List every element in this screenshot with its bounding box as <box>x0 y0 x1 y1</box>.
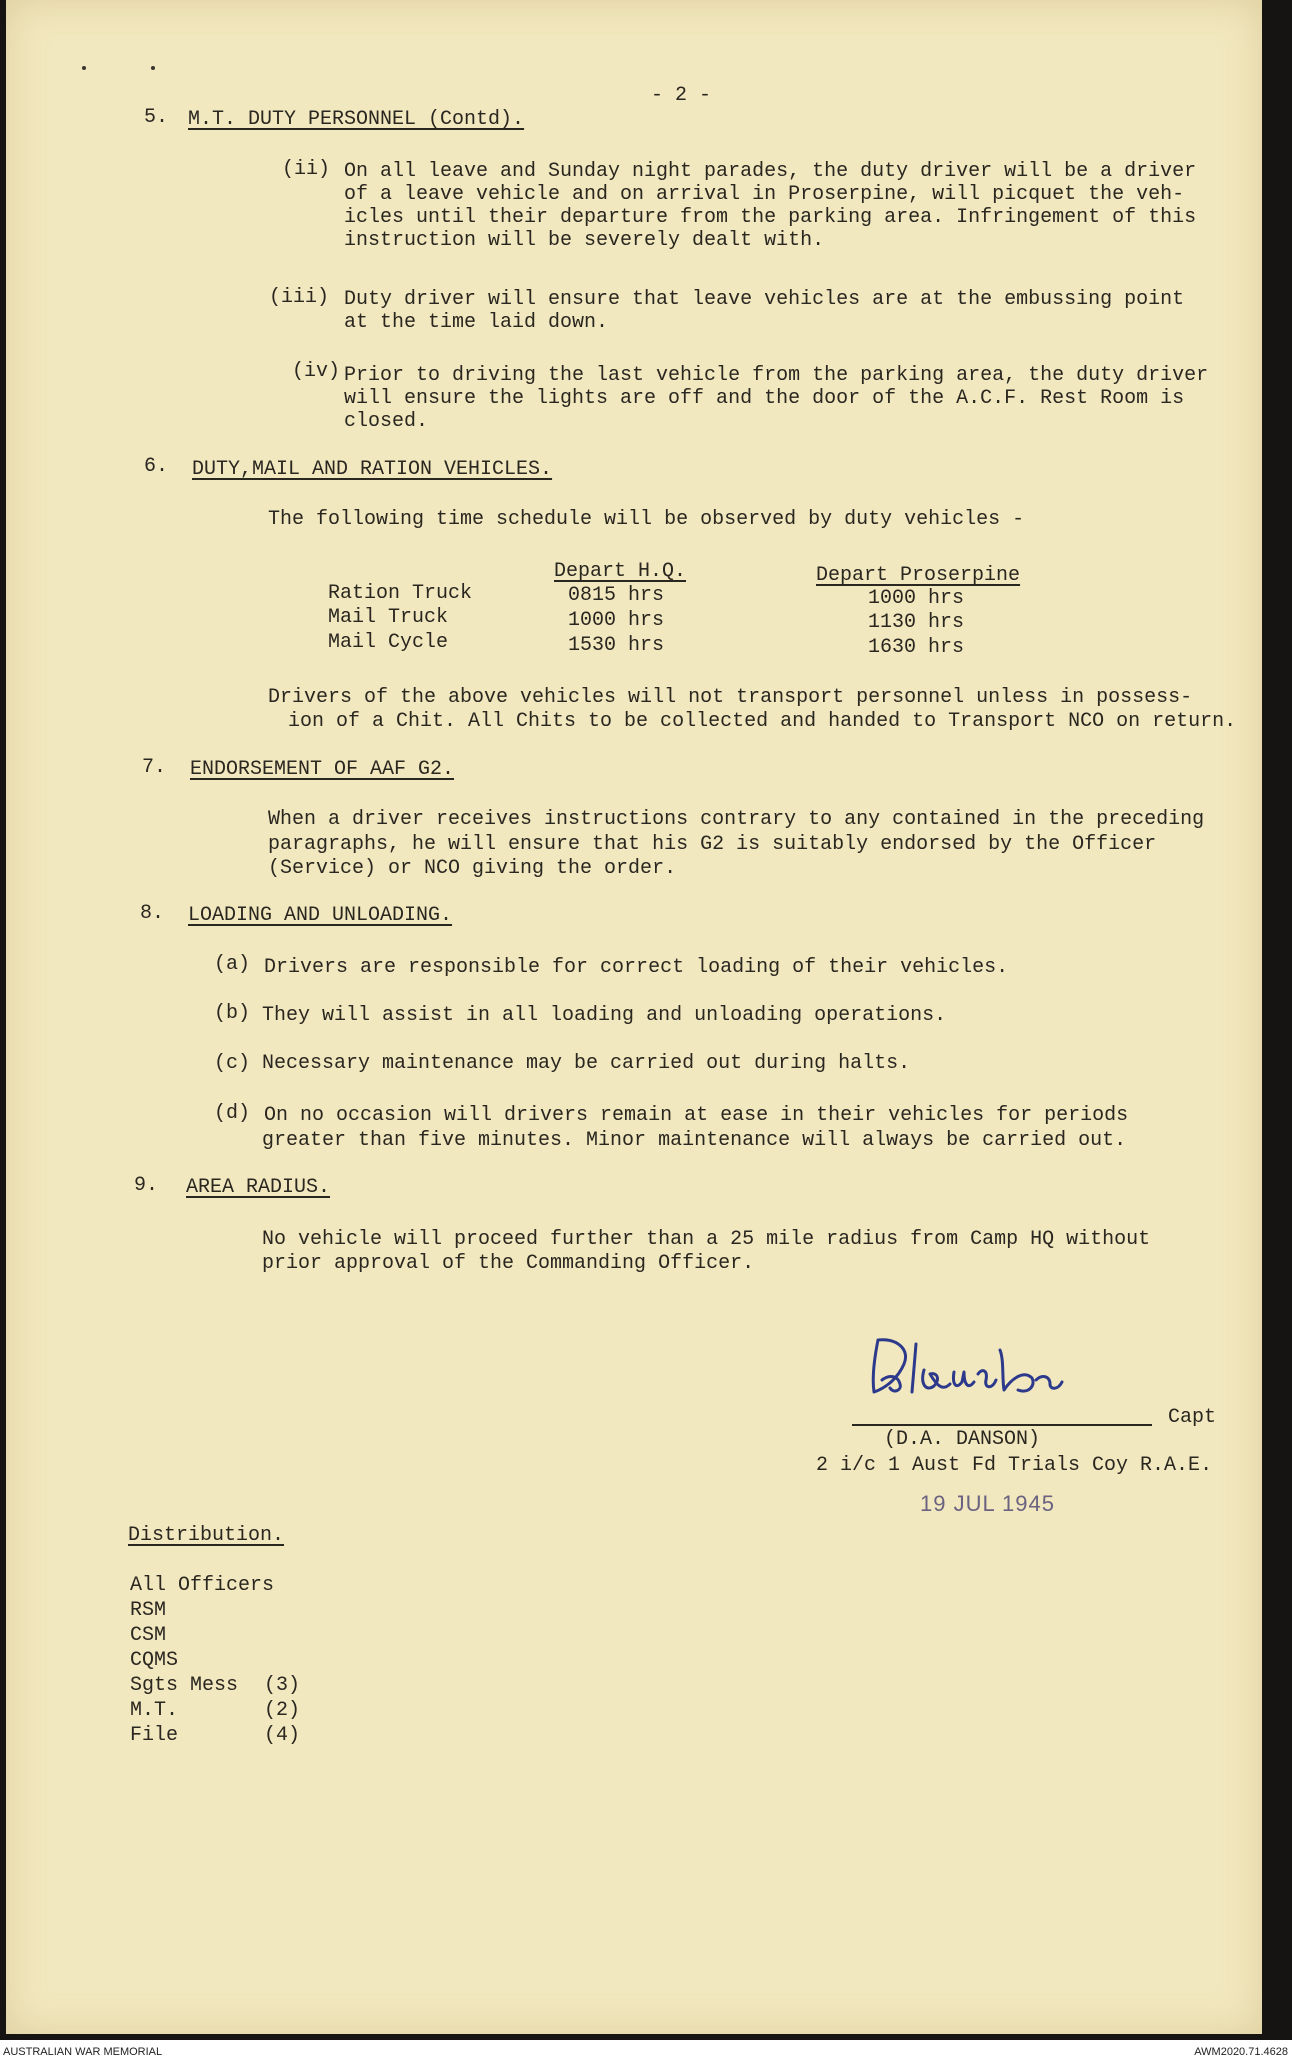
table-cell-depart-hq: 1000 hrs <box>568 609 665 632</box>
date-stamp: 19 JUL 1945 <box>920 1491 1055 1516</box>
section-5-item-line: On all leave and Sunday night parades, the duty driver will be a driver <box>344 160 1197 183</box>
signature-rank: Capt <box>1168 1406 1217 1429</box>
signature-appointment: 2 i/c 1 Aust Fd Trials Coy R.A.E. <box>816 1454 1213 1477</box>
section-7-line: paragraphs, he will ensure that his G2 is suitably endorsed by the Officer <box>268 833 1157 856</box>
section-5-item-line: closed. <box>344 410 429 433</box>
section-8-number: 8. <box>140 902 165 925</box>
section-8-item-label: (c) <box>214 1052 251 1075</box>
distribution-entry: CQMS <box>130 1649 179 1672</box>
footer-accession-number: AWM2020.71.4628 <box>1194 2046 1288 2058</box>
section-9-line: prior approval of the Commanding Officer. <box>262 1252 755 1275</box>
table-cell-vehicle: Mail Truck <box>328 606 449 629</box>
table-cell-depart-hq: 0815 hrs <box>568 584 665 607</box>
section-7-line: When a driver receives instructions contrary to any contained in the preceding <box>268 808 1205 831</box>
section-8-item-label: (d) <box>214 1102 251 1125</box>
distribution-entry: File <box>130 1724 179 1747</box>
section-8-item-line: Necessary maintenance may be carried out during halts. <box>262 1052 911 1075</box>
section-8-item-line: Drivers are responsible for correct loading of their vehicles. <box>264 956 1009 979</box>
distribution-entry: M.T. <box>130 1699 179 1722</box>
table-header-depart-hq: Depart H.Q. <box>554 560 687 583</box>
section-8-item-line: On no occasion will drivers remain at ease in their vehicles for periods <box>264 1104 1129 1127</box>
table-cell-vehicle: Ration Truck <box>328 582 473 605</box>
table-cell-vehicle: Mail Cycle <box>328 631 449 654</box>
table-cell-depart-hq: 1530 hrs <box>568 634 665 657</box>
distribution-count: (2) <box>264 1699 301 1722</box>
footer-institution: AUSTRALIAN WAR MEMORIAL <box>3 2046 163 2058</box>
distribution-entry: CSM <box>130 1624 167 1647</box>
section-8-item-label: (b) <box>214 1002 251 1025</box>
signature-line <box>852 1424 1152 1426</box>
distribution-count: (4) <box>264 1724 301 1747</box>
table-cell-depart-proserpine: 1130 hrs <box>868 611 965 634</box>
section-7-number: 7. <box>142 756 167 779</box>
section-6-number: 6. <box>144 455 169 478</box>
table-header-depart-proserpine: Depart Proserpine <box>816 564 1021 587</box>
section-9-heading: AREA RADIUS. <box>186 1176 331 1199</box>
section-6-note-line: ion of a Chit. All Chits to be collected and handed to Transport NCO on return. <box>288 710 1237 733</box>
section-5-item-label: (iv) <box>292 360 341 383</box>
section-5-item-label: (iii) <box>269 286 330 309</box>
section-5-item-line: of a leave vehicle and on arrival in Proserpine, will picquet the veh- <box>344 183 1185 206</box>
section-5-item-label: (ii) <box>282 158 331 181</box>
table-cell-depart-proserpine: 1630 hrs <box>868 636 965 659</box>
distribution-entry: RSM <box>130 1599 167 1622</box>
section-5-heading: M.T. DUTY PERSONNEL (Contd). <box>188 108 525 131</box>
distribution-entry: All Officers <box>130 1574 275 1597</box>
section-5-item-line: icles until their departure from the parking area. Infringement of this <box>344 206 1197 229</box>
page-number: - 2 - <box>651 84 712 107</box>
section-6-intro: The following time schedule will be observed by duty vehicles - <box>268 508 1025 531</box>
document-page <box>6 0 1262 2034</box>
table-cell-depart-proserpine: 1000 hrs <box>868 587 965 610</box>
handwritten-signature <box>864 1330 1084 1410</box>
section-5-item-line: at the time laid down. <box>344 311 609 334</box>
section-5-item-line: Duty driver will ensure that leave vehicles are at the embussing point <box>344 288 1185 311</box>
section-7-heading: ENDORSEMENT OF AAF G2. <box>190 758 455 781</box>
section-8-item-line: They will assist in all loading and unloading operations. <box>262 1004 947 1027</box>
distribution-heading: Distribution. <box>128 1524 285 1547</box>
distribution-count: (3) <box>264 1674 301 1697</box>
section-9-number: 9. <box>134 1174 159 1197</box>
section-6-note-line: Drivers of the above vehicles will not transport personnel unless in possess- <box>268 686 1193 709</box>
section-8-item-label: (a) <box>214 953 251 976</box>
section-6-heading: DUTY,MAIL AND RATION VEHICLES. <box>192 458 553 481</box>
distribution-entry: Sgts Mess <box>130 1674 239 1697</box>
section-7-line: (Service) or NCO giving the order. <box>268 857 677 880</box>
margin-mark <box>82 66 86 70</box>
archive-footer <box>0 2041 1292 2061</box>
signature-name: (D.A. DANSON) <box>884 1428 1041 1451</box>
section-8-item-line: greater than five minutes. Minor maintenance will always be carried out. <box>262 1129 1127 1152</box>
section-5-item-line: Prior to driving the last vehicle from the parking area, the duty driver <box>344 364 1209 387</box>
section-5-item-line: will ensure the lights are off and the door of the A.C.F. Rest Room is <box>344 387 1185 410</box>
margin-mark <box>151 66 155 70</box>
section-5-number: 5. <box>144 106 169 129</box>
section-8-heading: LOADING AND UNLOADING. <box>188 904 453 927</box>
section-5-item-line: instruction will be severely dealt with. <box>344 229 825 252</box>
section-9-line: No vehicle will proceed further than a 25 mile radius from Camp HQ without <box>262 1228 1151 1251</box>
